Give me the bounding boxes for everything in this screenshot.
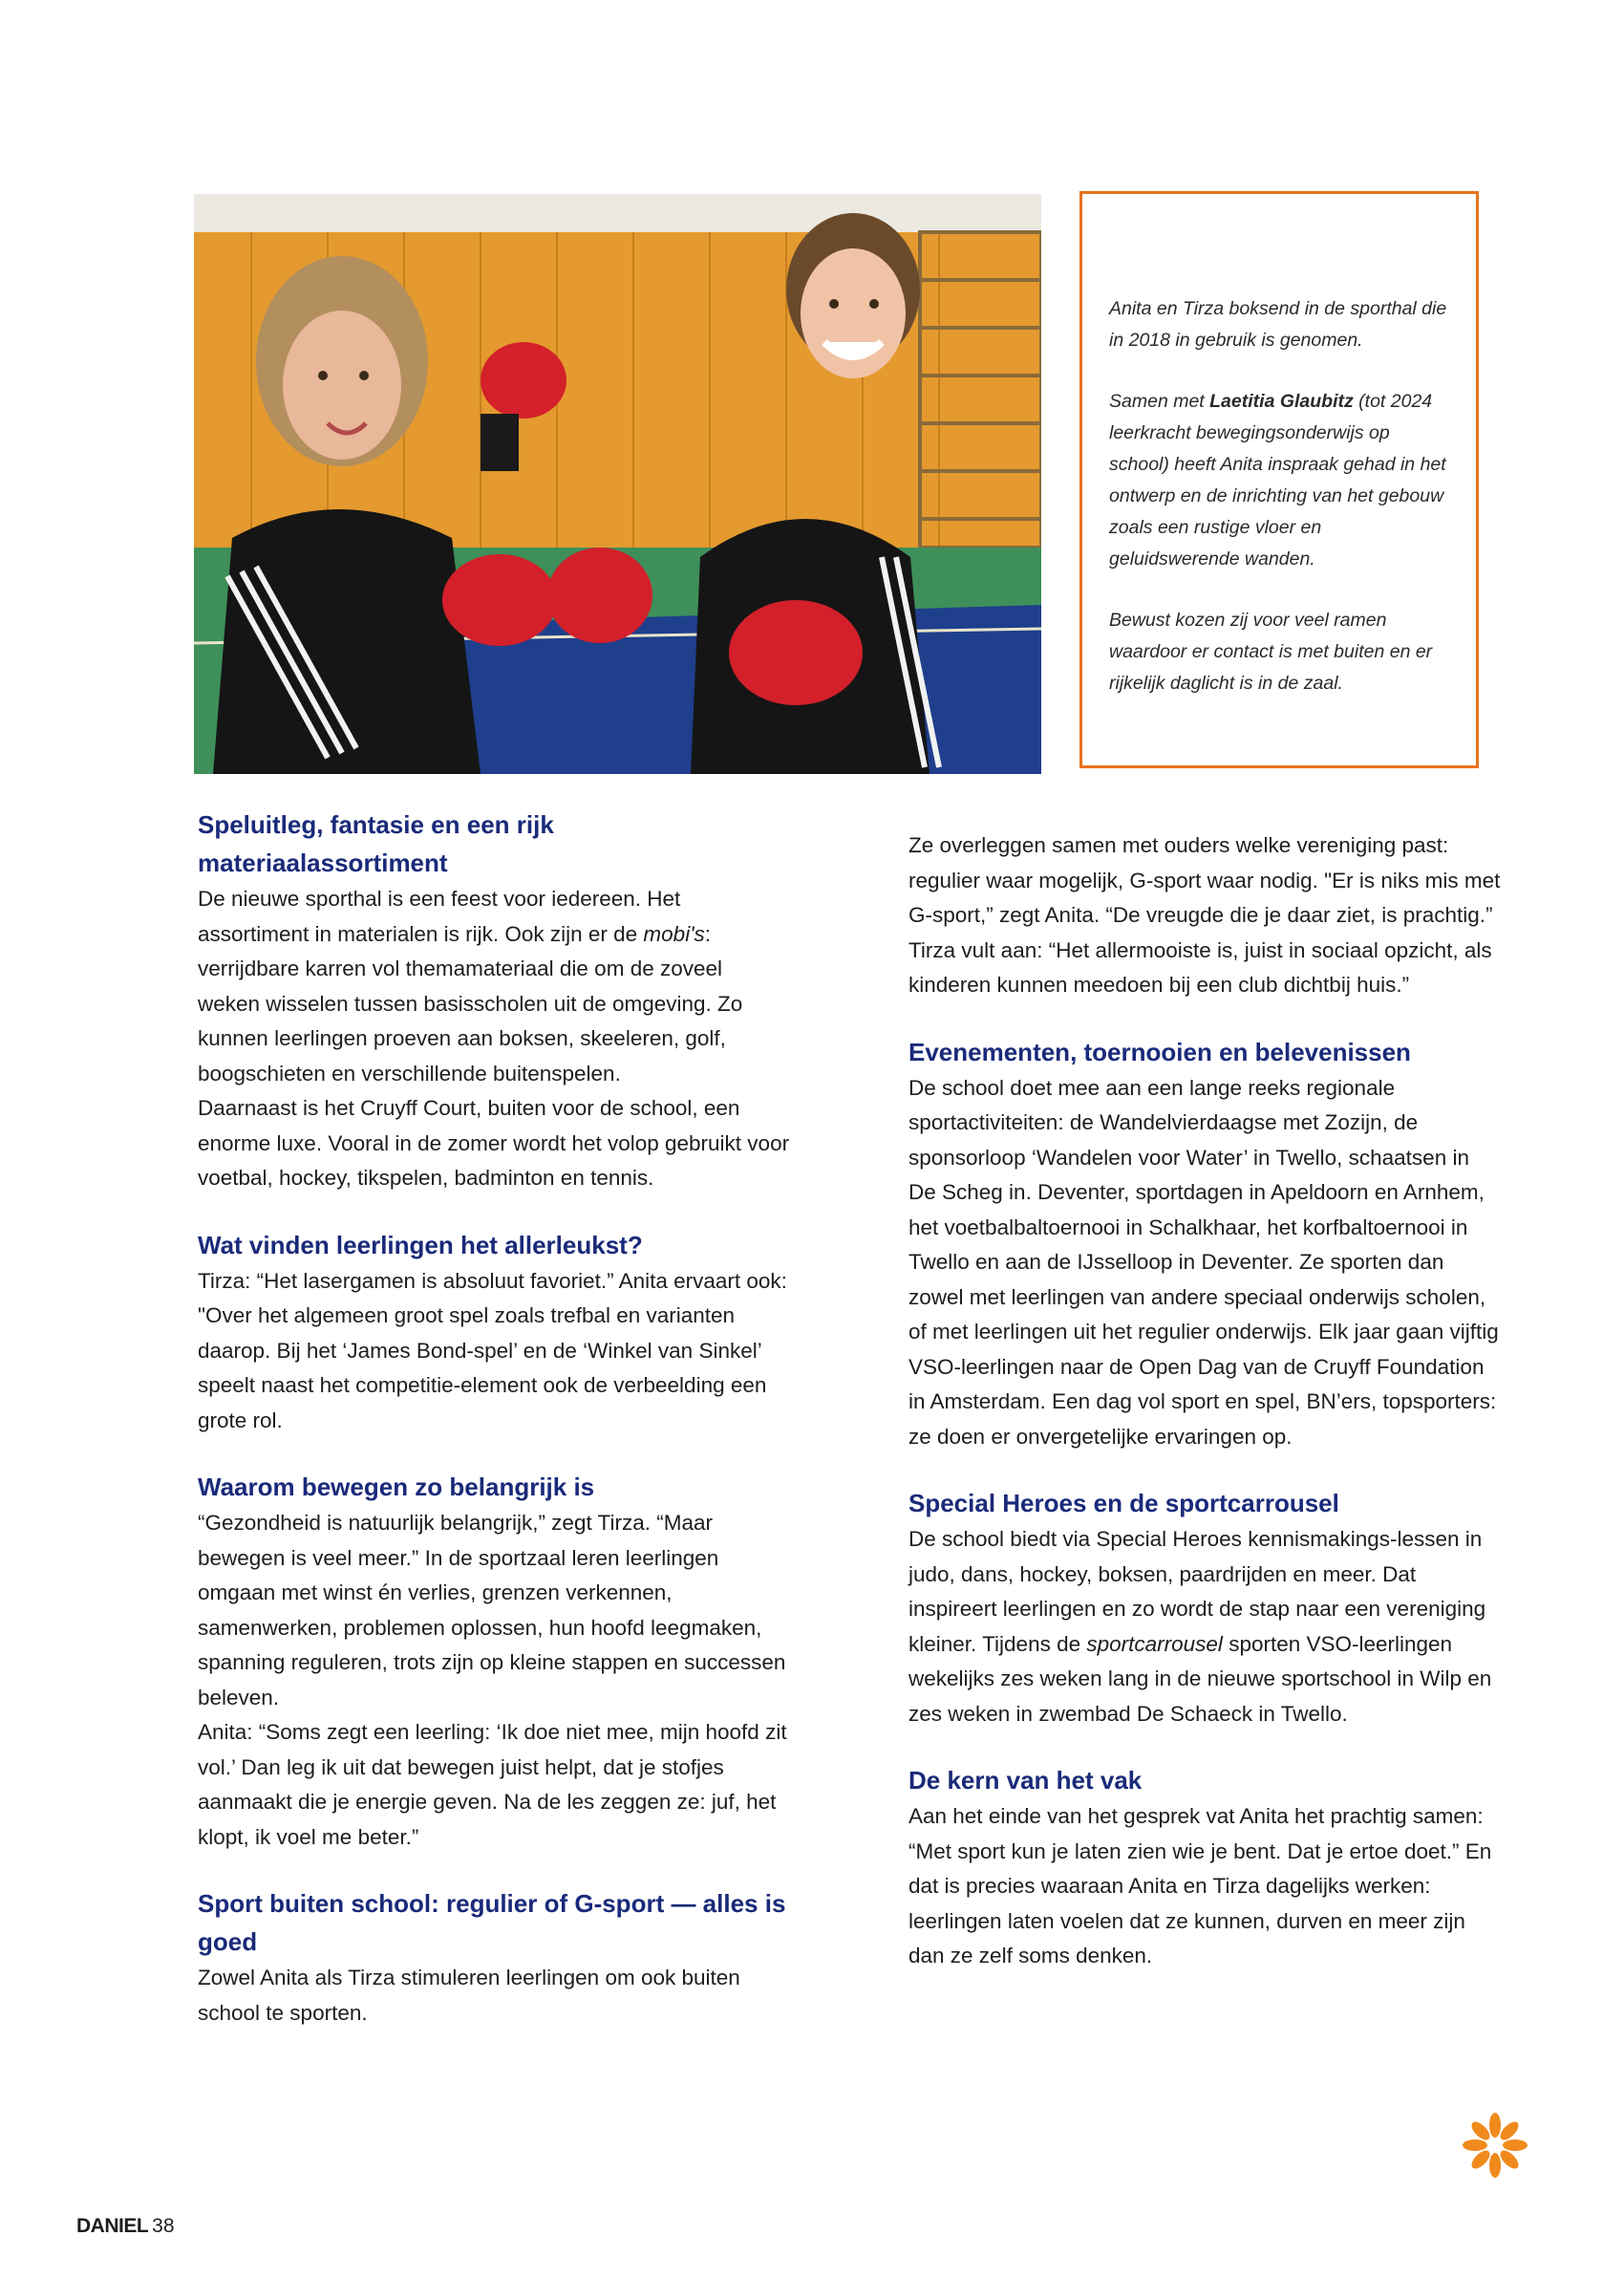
text-run: : verrijdbare karren vol themamateriaal die om de zoveel weken wisselen tussen basisscholen uit de omgeving. Zo kunnen leerlingen proeven aan boksen, skeeleren, golf, boogschieten en verschillende buitenspelen. [198, 921, 743, 1086]
section-text: Ze overleggen samen met ouders welke vereniging past: regulier waar mogelijk, G-sport waar nodig. "Er is niks mis met G-sport,” zegt Anita. “De vreugde die je daar ziet, is prachtig.” Tirza vult aan: “Het allermooiste is, juist in sociaal opzicht, als kinderen kunnen meedoen bij een club dichtbij huis.” [908, 833, 1501, 997]
caption-line-1: Anita en Tirza boksend in de sporthal die in 2018 in gebruik is genomen. [1109, 298, 1447, 351]
section-text [198, 882, 790, 1091]
text-run: De nieuwe sporthal is een feest voor iedereen. Het assortiment in materialen is rijk. Ook zijn er de [198, 887, 681, 946]
section-heading: Waarom bewegen zo belangrijk is [198, 1473, 595, 1501]
photo-boxing-women [194, 194, 1041, 774]
section-text: Zowel Anita als Tirza stimuleren leerlingen om ook buiten school te sporten. [198, 1966, 740, 2025]
caption-text: Samen met [1109, 391, 1210, 412]
section-text [908, 1522, 1501, 1731]
caption-text: (tot 2024 leerkracht bewegingsonderwijs op school) heeft Anita inspraak gehad in het ontwerp en de inrichting van het gebouw zoals een rustige vloer en geluidswerende wanden. [1109, 391, 1446, 570]
page-number: 38 [152, 2215, 175, 2237]
section-heading: Sport buiten school: regulier of G-sport — alles is goed [198, 1889, 786, 1956]
section-text: Aan het einde van het gesprek vat Anita het prachtig samen: “Met sport kun je laten zien wie je bent. Dat je ertoe doet.” En dat is precies waaraan Anita en Tirza dagelijks werken: leerlingen laten voelen dat ze kunnen, durven en meer zijn dan ze zelf soms denken. [908, 1804, 1492, 1967]
section-text: “Gezondheid is natuurlijk belangrijk,” zegt Tirza. “Maar bewegen is veel meer.” In de sportzaal leren leerlingen omgaan met winst én verlies, grenzen verkennen, samenwerken, problemen oplossen, hun hoofd leegmaken, spanning reguleren, trots zijn op kleine stappen en successen beleven. [198, 1511, 786, 1709]
photo-caption-box [1079, 191, 1479, 768]
section-text: De school doet mee aan een lange reeks regionale sportactiviteiten: de Wandelvierdaagse met Zozijn, de sponsorloop ‘Wandelen voor Water’ in Twello, schaatsen in De Scheg in. Deventer, sportdagen in Apeldoorn en Arnhem, het voetbalbaltoernooi in Schalkhaar, het korfbaltoernooi in Twello en aan de IJsselloop in Deventer. Ze sporten dan zowel met leerlingen van andere speciaal onderwijs scholen, of met leerlingen uit het regulier onderwijs. Elk jaar gaan vijftig VSO-leerlingen naar de Open Dag van de Cruyff Foundation in Amsterdam. Een dag vol sport en spel, BN’ers, topsporters: ze doen er onvergetelijke ervaringen op. [908, 1075, 1499, 1449]
caption-line-2 [1109, 386, 1455, 575]
section-heading: Wat vinden leerlingen het allerleukst? [198, 1230, 643, 1259]
caption-line-3: Bewust kozen zij voor veel ramen waardoor er contact is met buiten en er rijkelijk daglicht is in de zaal. [1109, 610, 1433, 694]
section-heading: Special Heroes en de sportcarrousel [908, 1489, 1339, 1517]
section-heading: Speluitleg, fantasie en een rijk materiaalassortiment [198, 810, 554, 877]
text-run: sporten VSO-leerlingen wekelijks zes weken lang in de nieuwe sportschool in Wilp en zes weken in zwembad De Schaeck in Twello. [908, 1631, 1492, 1726]
caption-person-name: Laetitia Glaubitz [1209, 391, 1354, 412]
section-text: Anita: “Soms zegt een leerling: ‘Ik doe niet mee, mijn hoofd zit vol.’ Dan leg ik uit dat bewegen juist helpt, dat je stofjes aanmaakt die je energie geven. Na de les zeggen ze: juf, het klopt, ik voel me beter.” [198, 1720, 787, 1849]
text-emphasis: sportcarrousel [1086, 1631, 1223, 1656]
orange-flower-icon [1462, 2112, 1528, 2179]
section-heading: De kern van het vak [908, 1766, 1143, 1795]
section-heading: Evenementen, toernooien en belevenissen [908, 1037, 1411, 1066]
page-footer [76, 2215, 175, 2238]
left-column [198, 806, 790, 2031]
text-run: De school biedt via Special Heroes kennismakings-lessen in judo, dans, hockey, boksen, paardrijden en meer. Dat inspireert leerlingen en zo wordt de stap naar een vereniging kleiner. Tijdens de [908, 1527, 1486, 1656]
section-text: Tirza: “Het lasergamen is absoluut favoriet.” Anita ervaart ook: "Over het algemeen groot spel zoals trefbal en varianten daarop. Bij het ‘James Bond-spel’ en de ‘Winkel van Sinkel’ speelt naast het competitie-element ook de verbeelding een grote rol. [198, 1268, 787, 1432]
photo-illustration [194, 194, 1041, 774]
magazine-logo: DANIEL [76, 2215, 149, 2237]
right-column [908, 828, 1501, 1974]
text-emphasis: mobi's [643, 921, 705, 946]
section-text: Daarnaast is het Cruyff Court, buiten voor de school, een enorme luxe. Vooral in de zomer wordt het volop gebruikt voor voetbal, hockey, tikspelen, badminton en tennis. [198, 1096, 790, 1190]
